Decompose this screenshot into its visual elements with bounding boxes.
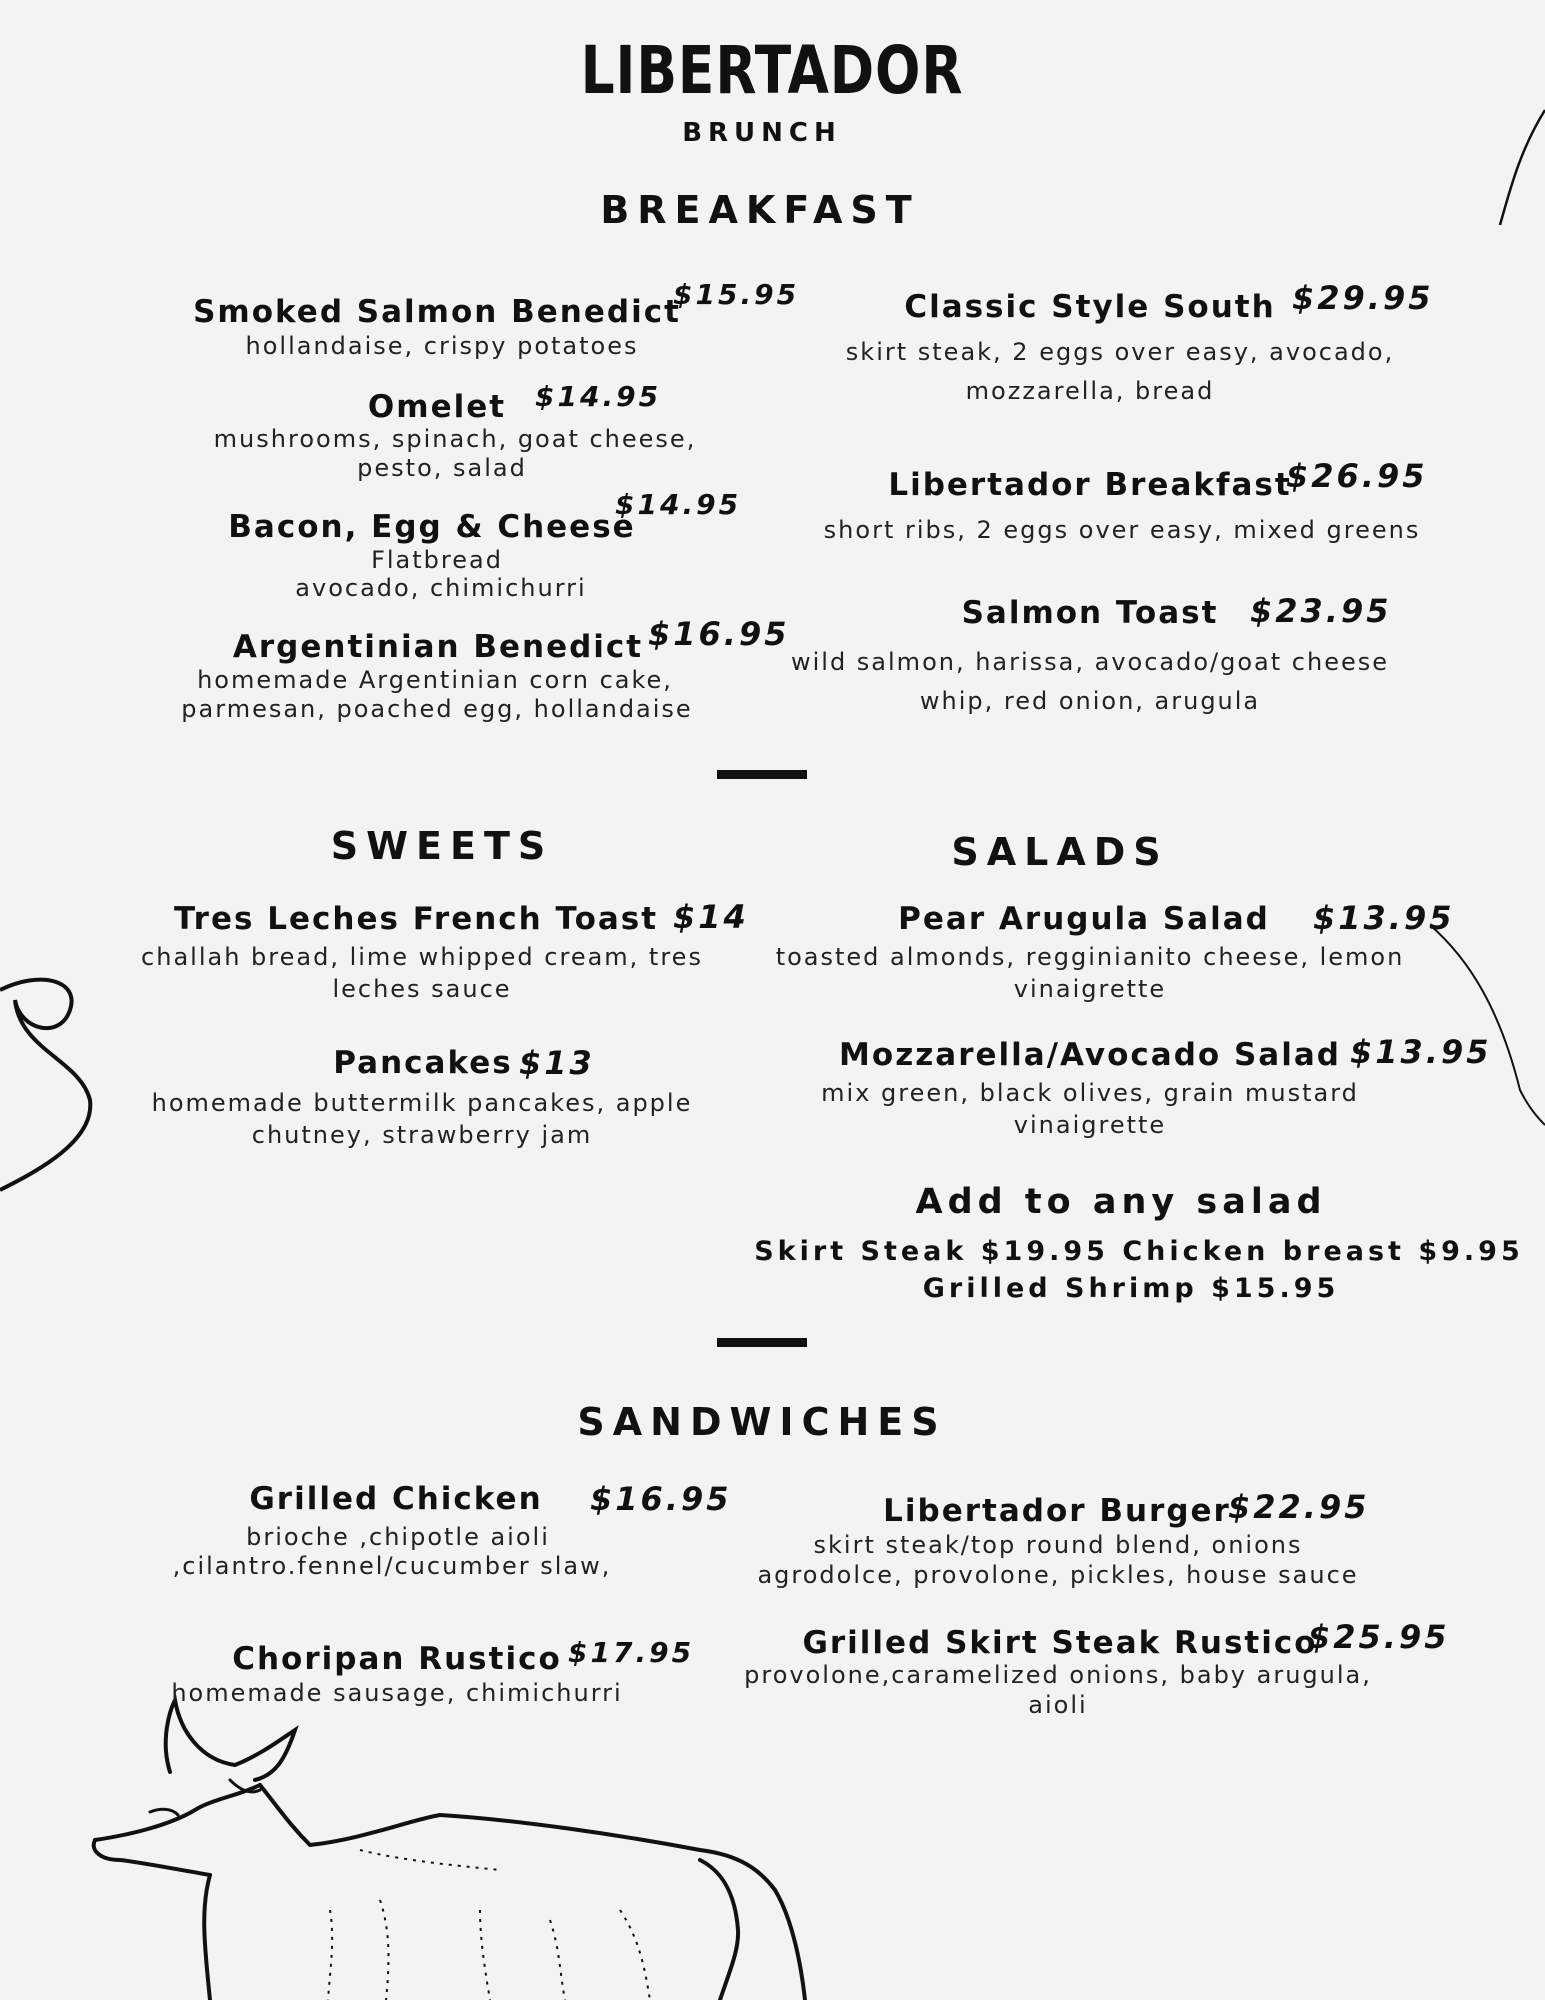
item-price: $14.95 [615,488,742,521]
item-name: Libertador Breakfast [888,467,1292,503]
item-name: Grilled Skirt Steak Rustico [802,1625,1318,1661]
section-title-sweets: SWEETS [330,824,554,868]
item-name: Choripan Rustico [232,1641,562,1677]
item-description: avocado, chimichurri [295,574,587,602]
item-description: vinaigrette [1013,1111,1167,1139]
item-name: Pear Arugula Salad [898,901,1270,937]
item-description: skirt steak, 2 eggs over easy, avocado, [845,338,1395,366]
item-price: $26.95 [1286,457,1428,495]
item-description: leches sauce [332,975,512,1003]
item-description: homemade buttermilk pancakes, apple [151,1089,693,1117]
item-name: Libertador Burger [883,1493,1231,1529]
item-description: agrodolce, provolone, pickles, house sauce [757,1561,1359,1589]
item-name: Salmon Toast [961,595,1219,631]
item-description: chutney, strawberry jam [251,1121,593,1149]
section-divider [717,770,807,779]
item-description: whip, red onion, arugula [919,687,1261,715]
section-title-sandwiches: SANDWICHES [577,1400,947,1444]
item-name: Smoked Salmon Benedict [193,294,681,330]
item-price: $16.95 [590,1480,732,1518]
item-name: Classic Style South [904,289,1276,325]
item-description: pesto, salad [357,454,527,482]
item-price: $13.95 [1313,899,1455,937]
item-description: brioche ,chipotle aioli [246,1523,550,1551]
item-description: mozzarella, bread [965,377,1215,405]
item-price: $17.95 [568,1636,695,1669]
salad-addon-title: Add to any salad [915,1182,1327,1222]
section-title-breakfast: BREAKFAST [600,188,920,232]
item-name: Argentinian Benedict [232,629,644,665]
item-name: Mozzarella/Avocado Salad [839,1037,1341,1073]
item-name: Omelet [367,389,507,425]
salad-addon-line: Skirt Steak $19.95 Chicken breast $9.95 [754,1236,1524,1267]
item-description: Flatbread [371,546,503,574]
item-name: Pancakes [333,1045,513,1081]
salad-addon-line: Grilled Shrimp $15.95 [922,1273,1340,1304]
section-title-salads: SALADS [951,830,1169,874]
item-description: mushrooms, spinach, goat cheese, [213,425,697,453]
section-divider [717,1338,807,1347]
item-price: $14 [673,898,749,936]
item-description: skirt steak/top round blend, onions [813,1531,1303,1559]
item-description: challah bread, lime whipped cream, tres [141,943,703,971]
item-description: homemade Argentinian corn cake, [197,666,673,694]
item-name: Bacon, Egg & Cheese [228,509,636,545]
item-description: toasted almonds, regginianito cheese, lemon [775,943,1405,971]
item-price: $13.95 [1350,1033,1492,1071]
item-price: $14.95 [535,380,662,413]
item-name: Tres Leches French Toast [173,901,659,937]
item-description: aioli [1028,1691,1088,1719]
item-price: $29.95 [1292,279,1434,317]
bull-illustration [60,1700,1060,2000]
item-price: $23.95 [1250,592,1392,630]
restaurant-logo: LIBERTADOR [580,32,964,109]
item-price: $25.95 [1308,1618,1450,1656]
item-description: hollandaise, crispy potatoes [245,332,639,360]
item-description: short ribs, 2 eggs over easy, mixed greens [823,516,1421,544]
item-price: $13 [519,1044,595,1082]
item-description: wild salmon, harissa, avocado/goat cheese [790,648,1390,676]
item-price: $22.95 [1228,1488,1370,1526]
item-name: Grilled Chicken [249,1481,543,1517]
item-description: parmesan, poached egg, hollandaise [181,695,693,723]
item-description: mix green, black olives, grain mustard [821,1079,1359,1107]
item-price: $15.95 [673,278,800,311]
item-description: homemade sausage, chimichurri [171,1679,623,1707]
menu-subtitle: BRUNCH [682,118,842,148]
item-price: $16.95 [648,615,790,653]
item-description: vinaigrette [1013,975,1167,1003]
item-description: ,cilantro.fennel/cucumber slaw, [172,1552,612,1580]
item-description: provolone,caramelized onions, baby arugula, [744,1661,1372,1689]
